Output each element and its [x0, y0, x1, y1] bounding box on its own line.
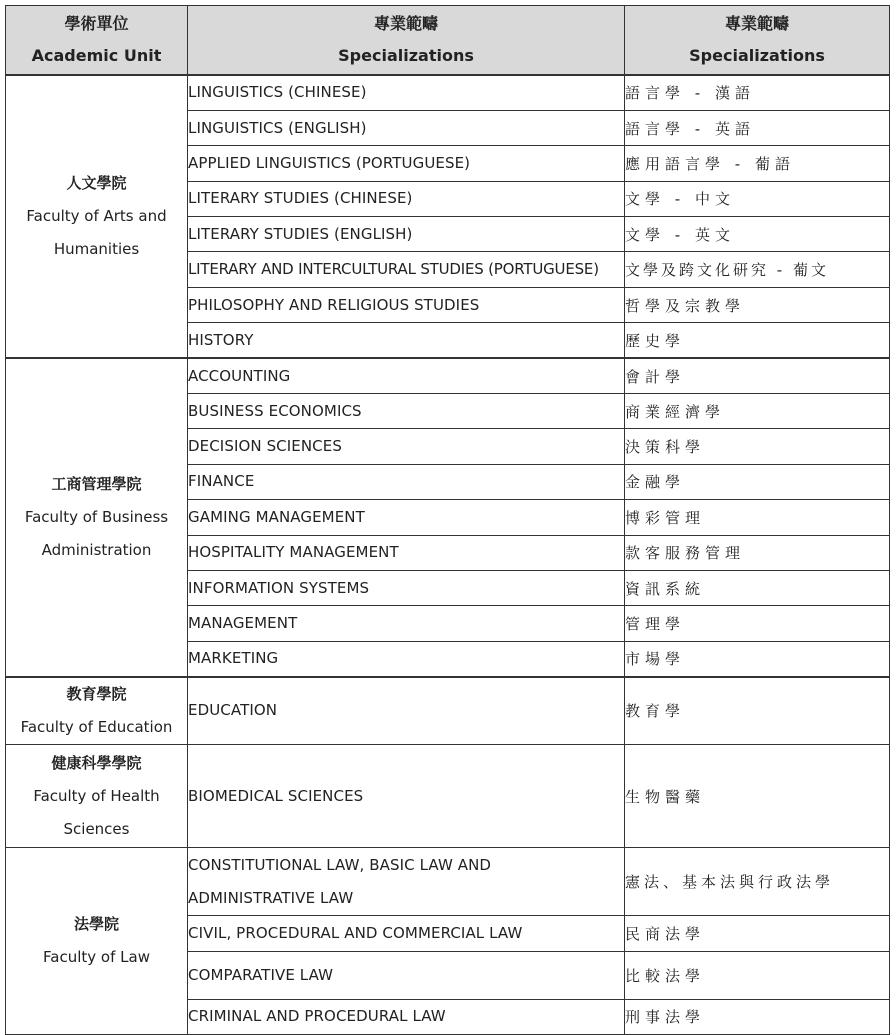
- specialization-en: HISTORY: [188, 323, 625, 358]
- specialization-zh: 哲學及宗教學: [625, 287, 890, 322]
- specialization-zh: 文學及跨文化研究 - 葡文: [625, 252, 890, 287]
- table-row: [6, 75, 890, 110]
- header-spec-zh-2: 專業範疇: [724, 14, 789, 33]
- faculty-name-zh: 教育學院: [66, 684, 127, 703]
- header-specializations-en: [188, 6, 625, 76]
- specialization-zh: 文學 - 英文: [625, 217, 890, 252]
- specialization-zh: 商業經濟學: [625, 394, 890, 429]
- specialization-en: BUSINESS ECONOMICS: [188, 394, 625, 429]
- specialization-en: LINGUISTICS (ENGLISH): [188, 110, 625, 145]
- header-specializations-zh: [625, 6, 890, 76]
- faculty-name-en: Faculty of Health: [33, 786, 160, 805]
- faculty-name-zh: 工商管理學院: [51, 474, 142, 493]
- specialization-en: GAMING MANAGEMENT: [188, 500, 625, 535]
- specialization-en: FINANCE: [188, 464, 625, 499]
- table-row: [6, 848, 890, 916]
- specialization-en: PHILOSOPHY AND RELIGIOUS STUDIES: [188, 287, 625, 322]
- specialization-en: CRIMINAL AND PROCEDURAL LAW: [188, 999, 625, 1034]
- specialization-zh: 憲法、基本法與行政法學: [625, 848, 890, 916]
- faculty-health-sciences: [6, 745, 188, 848]
- specialization-zh: 民商法學: [625, 916, 890, 951]
- specialization-en: LITERARY STUDIES (CHINESE): [188, 181, 625, 216]
- specialization-en: EDUCATION: [188, 677, 625, 745]
- specialization-zh: 應用語言學 - 葡語: [625, 146, 890, 181]
- specialization-zh: 款客服務管理: [625, 535, 890, 570]
- specialization-en: LINGUISTICS (CHINESE): [188, 75, 625, 110]
- header-unit-en: Academic Unit: [31, 46, 162, 65]
- specialization-en: ACCOUNTING: [188, 358, 625, 393]
- specialization-zh: 金融學: [625, 464, 890, 499]
- specialization-en: [188, 848, 625, 916]
- faculty-name-en: Faculty of Law: [43, 948, 150, 967]
- specialization-zh: 資訊系統: [625, 570, 890, 605]
- header-unit-zh: 學術單位: [64, 14, 129, 33]
- specialization-zh: 管理學: [625, 606, 890, 641]
- faculty-name-en: Faculty of Education: [20, 717, 173, 736]
- specialization-zh: 文學 - 中文: [625, 181, 890, 216]
- faculty-name-en-line2: Sciences: [63, 819, 130, 838]
- specialization-zh: 刑事法學: [625, 999, 890, 1034]
- specializations-table: [5, 5, 890, 1035]
- faculty-name-zh: 人文學院: [66, 174, 127, 193]
- table-row: [6, 358, 890, 393]
- header-academic-unit: [6, 6, 188, 76]
- faculty-arts-humanities: [6, 75, 188, 358]
- specialization-zh: 語言學 - 漢語: [625, 75, 890, 110]
- specialization-en: MANAGEMENT: [188, 606, 625, 641]
- table-row: [6, 745, 890, 848]
- header-spec-zh-1: 專業範疇: [373, 14, 438, 33]
- faculty-name-en-line2: Humanities: [53, 240, 140, 259]
- specialization-en: COMPARATIVE LAW: [188, 951, 625, 999]
- faculty-law: [6, 848, 188, 1035]
- specialization-en: HOSPITALITY MANAGEMENT: [188, 535, 625, 570]
- specialization-en: MARKETING: [188, 641, 625, 676]
- specialization-en-line1: CONSTITUTIONAL LAW, BASIC LAW AND: [188, 855, 492, 874]
- specialization-en-line2: ADMINISTRATIVE LAW: [188, 888, 354, 907]
- specialization-zh: 比較法學: [625, 951, 890, 999]
- specialization-zh: 生物醫藥: [625, 745, 890, 848]
- faculty-name-zh: 健康科學學院: [51, 753, 142, 772]
- specialization-en: BIOMEDICAL SCIENCES: [188, 745, 625, 848]
- table-row: [6, 677, 890, 745]
- specialization-zh: 決策科學: [625, 429, 890, 464]
- faculty-education: [6, 677, 188, 745]
- specialization-en: CIVIL, PROCEDURAL AND COMMERCIAL LAW: [188, 916, 625, 951]
- faculty-name-zh: 法學院: [73, 915, 119, 934]
- specialization-en: LITERARY STUDIES (ENGLISH): [188, 217, 625, 252]
- faculty-name-en-line2: Administration: [41, 540, 152, 559]
- table-header-row: [6, 6, 890, 76]
- specialization-en: INFORMATION SYSTEMS: [188, 570, 625, 605]
- specialization-en: DECISION SCIENCES: [188, 429, 625, 464]
- specialization-zh: 博彩管理: [625, 500, 890, 535]
- faculty-name-en: Faculty of Arts and: [26, 207, 167, 226]
- specialization-zh: 歷史學: [625, 323, 890, 358]
- header-spec-en-2: Specializations: [689, 46, 825, 65]
- specialization-zh: 會計學: [625, 358, 890, 393]
- specialization-zh: 教育學: [625, 677, 890, 745]
- faculty-name-en: Faculty of Business: [24, 507, 169, 526]
- specialization-zh: 語言學 - 英語: [625, 110, 890, 145]
- specialization-en: LITERARY AND INTERCULTURAL STUDIES (PORTUGUESE): [188, 252, 625, 287]
- faculty-business-administration: [6, 358, 188, 677]
- specialization-zh: 市場學: [625, 641, 890, 676]
- specialization-en: APPLIED LINGUISTICS (PORTUGUESE): [188, 146, 625, 181]
- header-spec-en-1: Specializations: [338, 46, 474, 65]
